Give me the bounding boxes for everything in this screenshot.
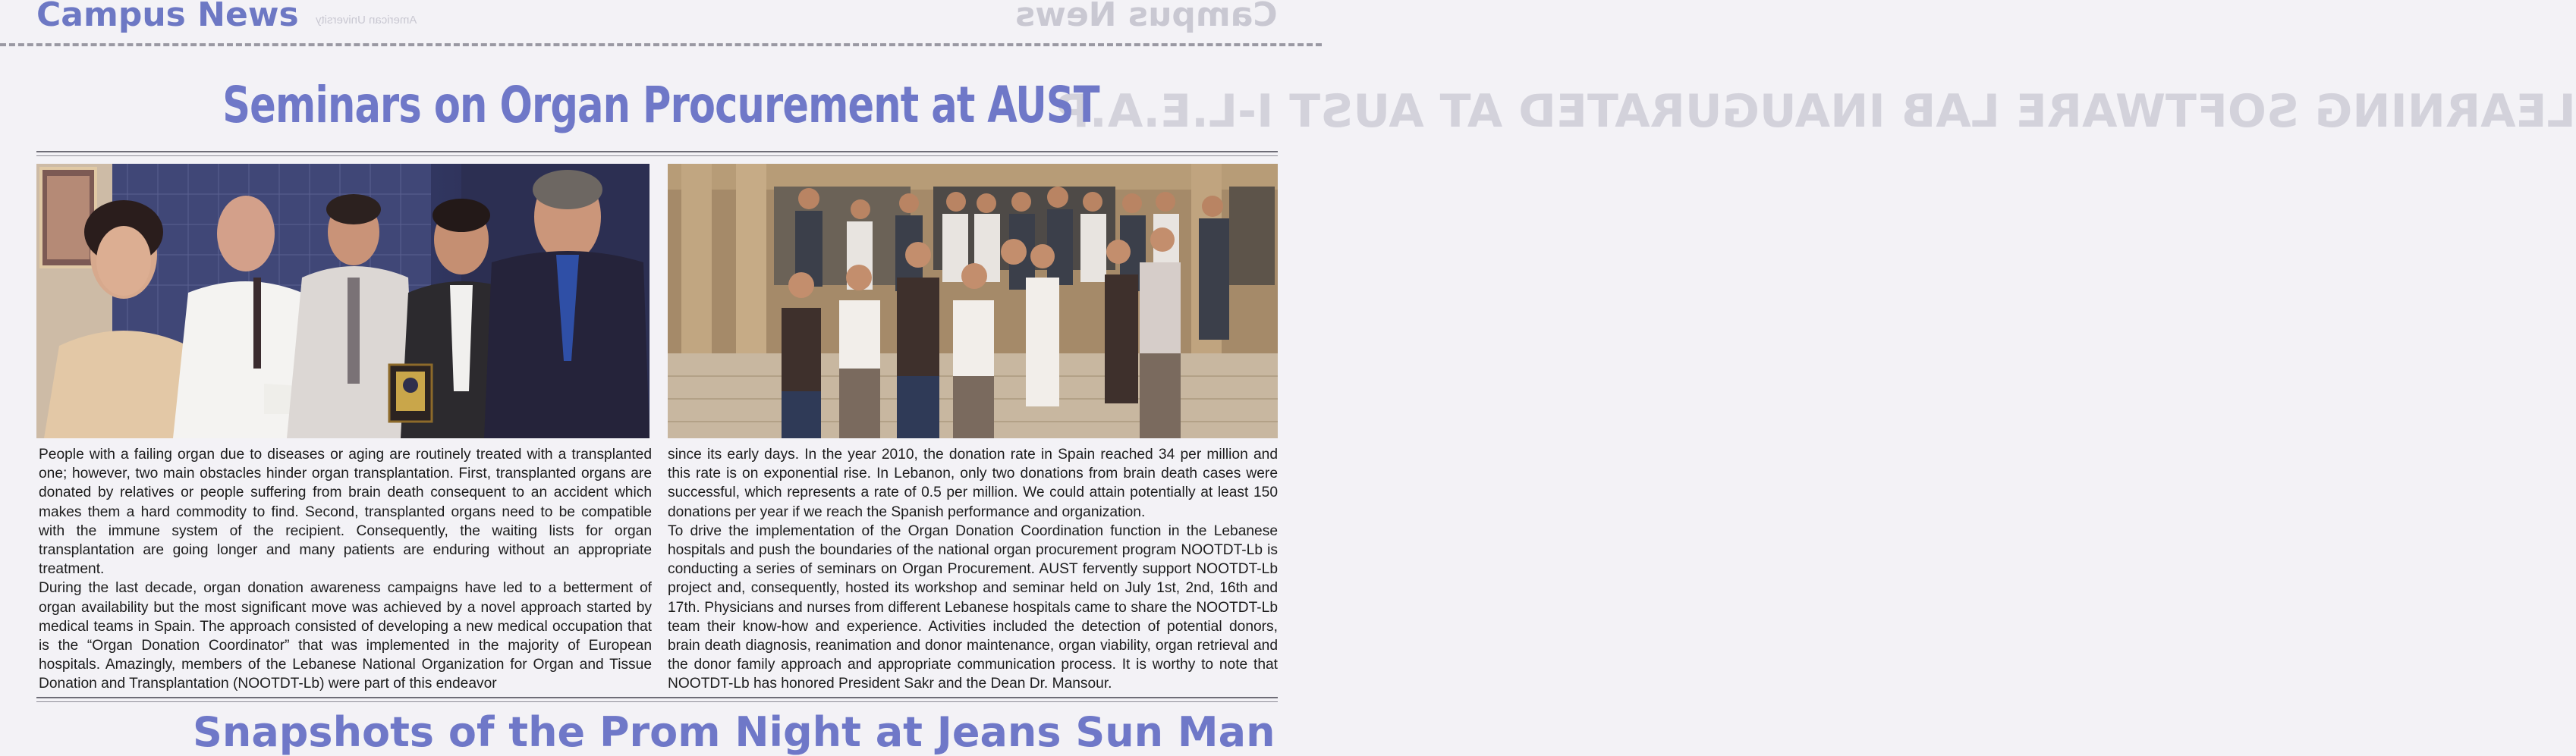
article-right-column bbox=[668, 445, 1278, 694]
article-left-column bbox=[39, 445, 652, 694]
bottom-rule bbox=[36, 697, 1278, 702]
paragraph: During the last decade, organ donation awareness campaigns have led to a betterment of organ availability but the most significant move was achieved by a novel approach started by medical teams in Spain. The approach consisted of developing a new medical occupation that is the “Organ Donation Coordinator” that was implemented in the majority of European hospitals. Amazingly, members of the Lebanese National Organization for Organ and Tissue Donation and Transplantation (NOOTDT-Lb) were part of this endeavor bbox=[39, 580, 652, 692]
paragraph: People with a failing organ due to diseases or aging are routinely treated with a transplanted one; however, two main obstacles hinder organ transplantation. First, transplanted organs are donated by relatives or people suffering from brain death consequent to an accident which makes them a hard commodity to find. Second, transplanted organs need to be compatible with the immune system of the recipient. Consequently, the waiting lists for organ transplantation are going longer and many patients are enduring without an appropriate treatment. bbox=[39, 447, 652, 578]
photo-ceremony bbox=[36, 164, 650, 438]
ghost-small-text: American University bbox=[316, 14, 417, 27]
next-headline: Snapshots of the Prom Night at Jeans Sun Man bbox=[193, 708, 1275, 756]
ghost-section-header: Campus News bbox=[1015, 0, 1278, 34]
dashed-rule bbox=[0, 43, 1322, 46]
section-header: Campus News bbox=[36, 0, 299, 34]
paragraph: To drive the implementation of the Organ Donation Coordination function in the Lebanese hospitals and push the boundaries of the national organ procurement program NOOTDT-Lb is conducting a series of seminars on Organ Procurement. AUST fervently support NOOTDT-Lb project and, consequently, hosted its workshop and seminar held on July 1st, 2nd, 16th and 17th. Physicians and nurses from different Lebanese hospitals came to share the NOOTDT-Lb team their know-how and experience. Activities included the detection of potential donors, brain death diagnosis, reanimation and donor maintenance, organ viability, organ retrieval and the donor family approach and appropriate communication process. It is worthy to note that NOOTDT-Lb has honored President Sakr and the Dean Dr. Mansour. bbox=[668, 522, 1278, 692]
photo-group bbox=[668, 164, 1278, 438]
ghost-title: LEARNING SOFTWARE LAB INAUGURATED AT AUST I-L.E.A.P bbox=[1056, 85, 2576, 138]
paragraph: since its early days. In the year 2010, the donation rate in Spain reached 34 per million and this rate is on exponential rise. In Lebanon, only two donations from brain death cases were successful, which represents a rate of 0.5 per million. We could attain potentially at least 150 donations per year if we reach the Spanish performance and organization. bbox=[668, 447, 1278, 520]
title-rule bbox=[36, 151, 1278, 156]
article-title: Seminars on Organ Procurement at AUST bbox=[222, 76, 1099, 134]
